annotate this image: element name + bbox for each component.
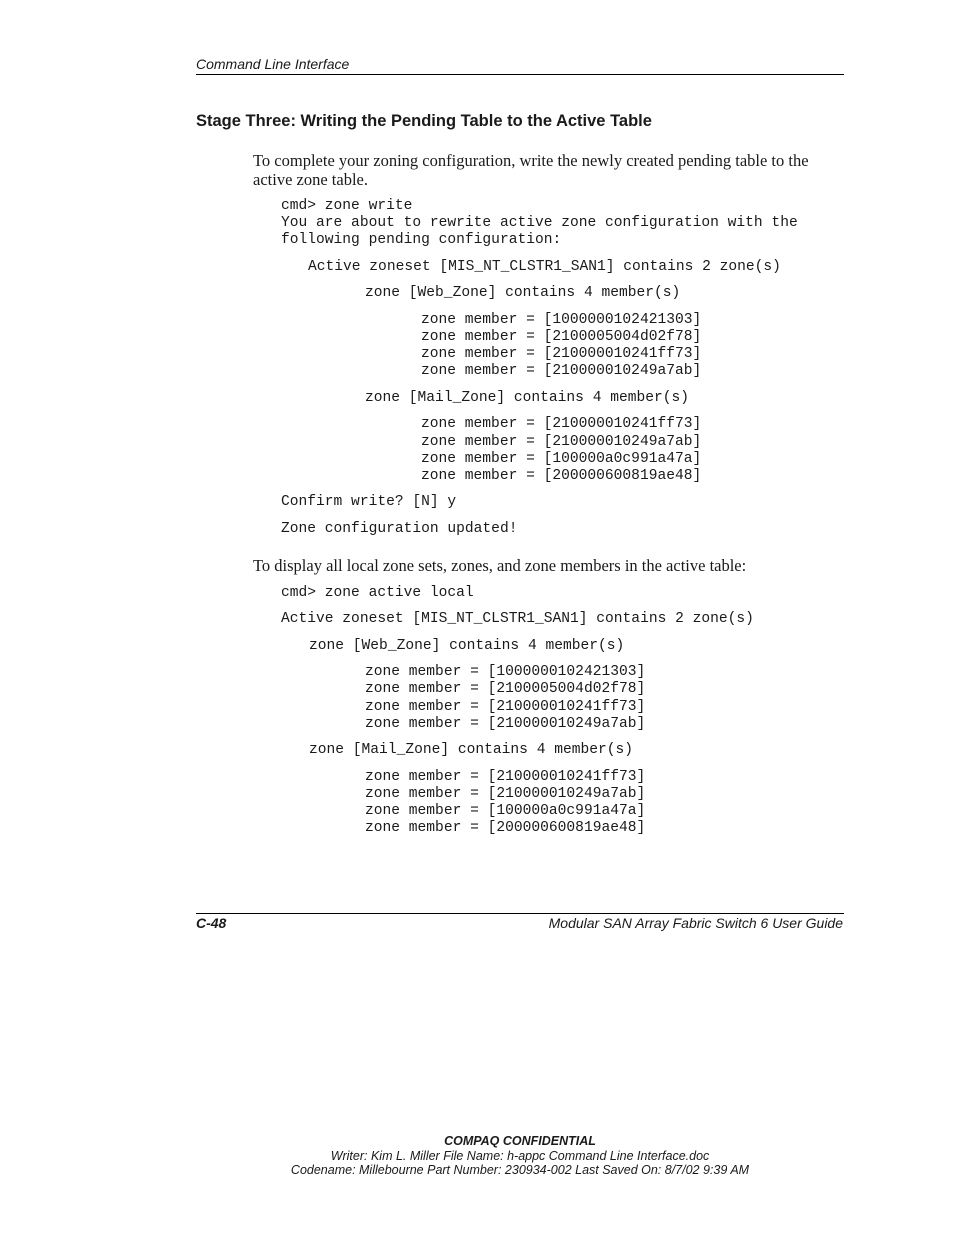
code-active-command: cmd> zone active local — [281, 585, 474, 601]
code-active-web-member: zone member = [210000010249a7ab] — [365, 716, 646, 732]
page-number: C-48 — [196, 915, 227, 931]
code-write-web-member: zone member = [210000010241ff73] — [421, 346, 702, 362]
code-write-zone-mail: zone [Mail_Zone] contains 4 member(s) — [365, 390, 690, 406]
code-write-web-member: zone member = [2100005004d02f78] — [421, 329, 702, 345]
code-active-mail-member: zone member = [210000010249a7ab] — [365, 786, 646, 802]
code-write-zoneset: Active zoneset [MIS_NT_CLSTR1_SAN1] contains 2 zone(s) — [308, 259, 781, 275]
code-write-message-line2: following pending configuration: — [281, 232, 562, 248]
running-header: Command Line Interface — [196, 56, 350, 72]
intro-paragraph: To complete your zoning configuration, write the newly created pending table to the active zone table. — [253, 151, 809, 189]
confidential-title: COMPAQ CONFIDENTIAL — [444, 1134, 596, 1148]
code-write-web-member: zone member = [1000000102421303] — [421, 312, 702, 328]
code-active-mail-member: zone member = [100000a0c991a47a] — [365, 803, 646, 819]
code-active-web-member: zone member = [210000010241ff73] — [365, 699, 646, 715]
code-write-mail-member: zone member = [210000010249a7ab] — [421, 434, 702, 450]
code-write-result: Zone configuration updated! — [281, 521, 518, 537]
code-write-message-line1: You are about to rewrite active zone configuration with the — [281, 215, 798, 231]
code-active-zone-web: zone [Web_Zone] contains 4 member(s) — [309, 638, 625, 654]
code-write-web-member: zone member = [210000010249a7ab] — [421, 363, 702, 379]
code-active-mail-member: zone member = [210000010241ff73] — [365, 769, 646, 785]
footer-doc-title: Modular SAN Array Fabric Switch 6 User Guide — [548, 915, 843, 931]
header-rule — [196, 74, 844, 75]
code-write-confirm: Confirm write? [N] y — [281, 494, 457, 510]
code-write-mail-member: zone member = [200000600819ae48] — [421, 468, 702, 484]
code-active-zoneset: Active zoneset [MIS_NT_CLSTR1_SAN1] contains 2 zone(s) — [281, 611, 754, 627]
code-active-web-member: zone member = [1000000102421303] — [365, 664, 646, 680]
confidential-writer-line: Writer: Kim L. Miller File Name: h-appc Command Line Interface.doc — [330, 1149, 710, 1163]
code-write-mail-member: zone member = [210000010241ff73] — [421, 416, 702, 432]
code-active-mail-member: zone member = [200000600819ae48] — [365, 820, 646, 836]
footer-rule — [196, 913, 844, 914]
code-active-zone-mail: zone [Mail_Zone] contains 4 member(s) — [309, 742, 634, 758]
display-paragraph: To display all local zone sets, zones, and zone members in the active table: — [253, 556, 747, 575]
confidential-codename-line: Codename: Millebourne Part Number: 230934-002 Last Saved On: 8/7/02 9:39 AM — [290, 1163, 750, 1177]
code-active-web-member: zone member = [2100005004d02f78] — [365, 681, 646, 697]
section-heading: Stage Three: Writing the Pending Table to the Active Table — [196, 112, 652, 130]
code-write-zone-web: zone [Web_Zone] contains 4 member(s) — [365, 285, 681, 301]
code-write-command: cmd> zone write — [281, 198, 413, 214]
code-write-mail-member: zone member = [100000a0c991a47a] — [421, 451, 702, 467]
